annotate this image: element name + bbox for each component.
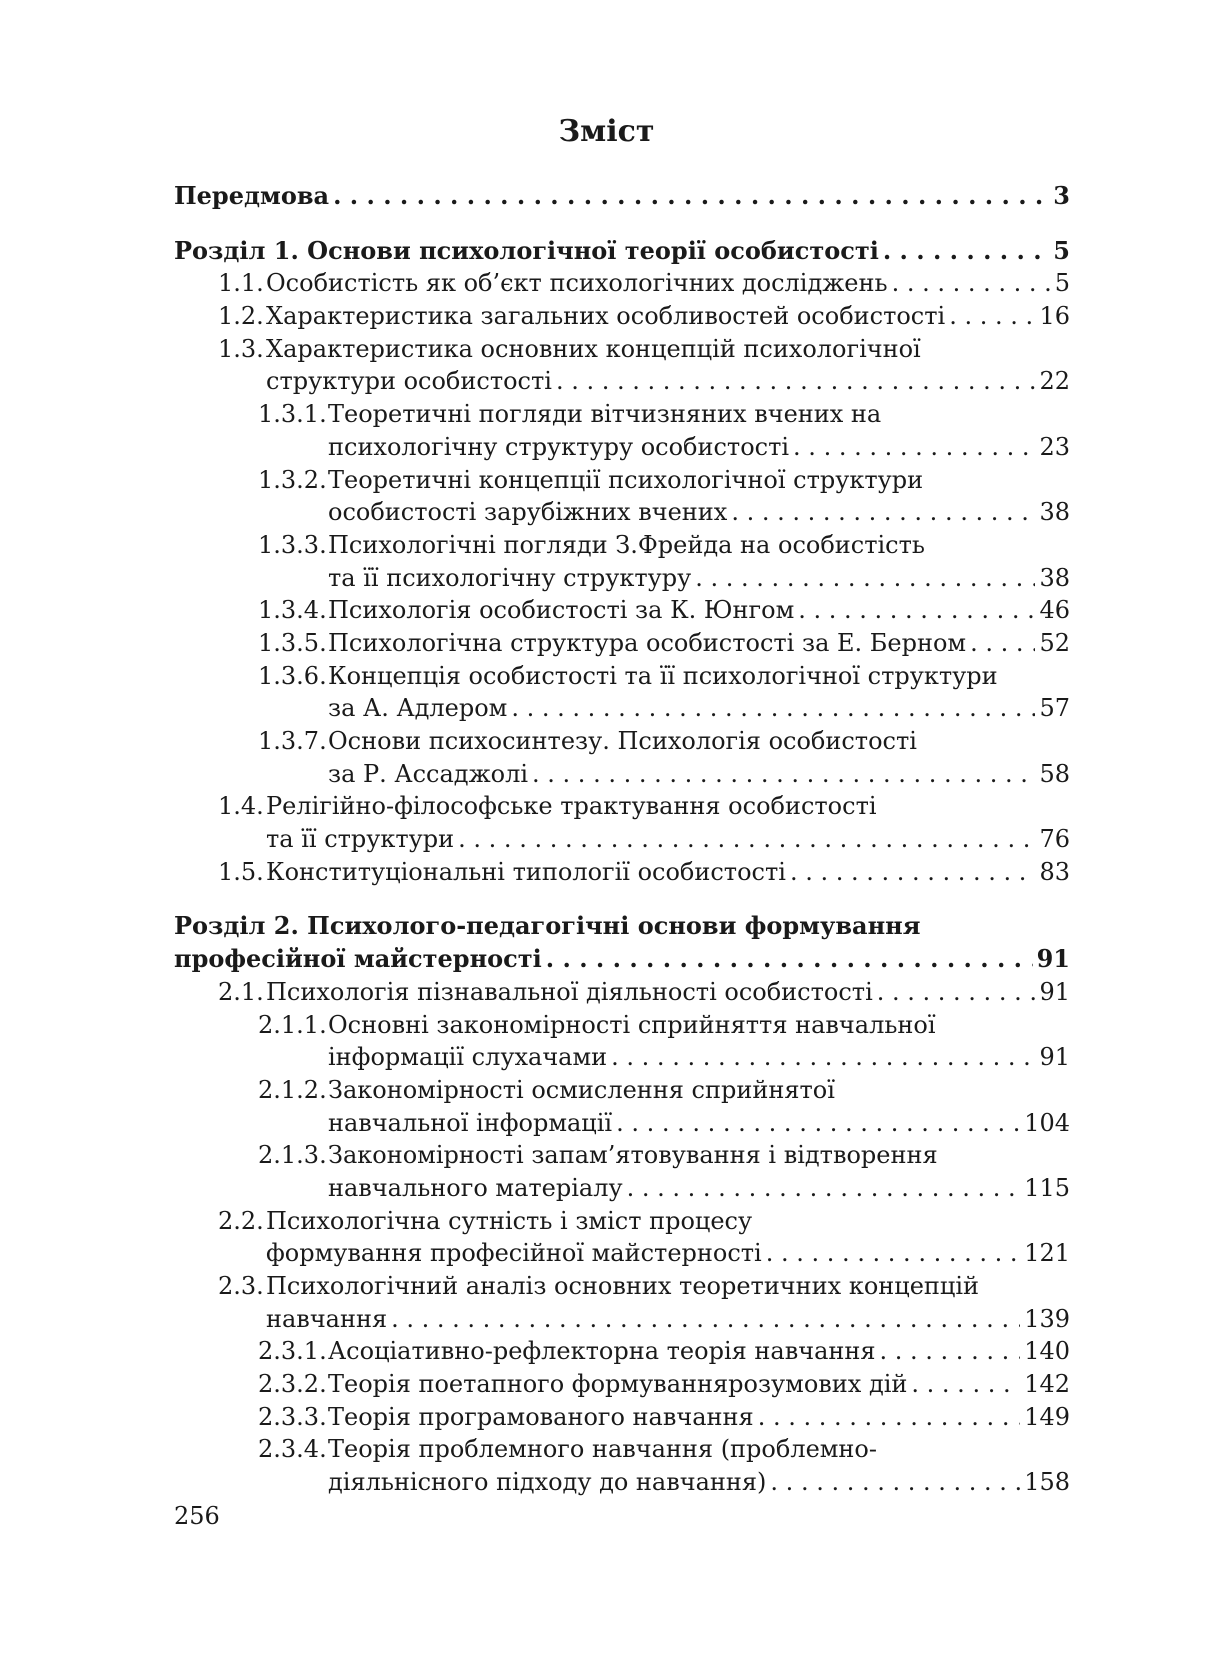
table-of-contents <box>174 180 1070 1499</box>
toc-entry <box>174 627 1070 660</box>
dot-leader <box>766 1237 1020 1270</box>
toc-entry-title: та її структури <box>266 825 455 854</box>
toc-entry-title: особистості зарубіжних вчених <box>328 498 728 527</box>
toc-entry-number: 1.3.1. <box>258 400 327 429</box>
toc-entry-title: Теорія поетапного формуваннярозумових дій <box>328 1370 908 1399</box>
dot-leader <box>627 1172 1021 1205</box>
toc-entry-title: формування професійної майстерності <box>266 1239 762 1268</box>
toc-entry-page: 115 <box>1024 1173 1070 1202</box>
toc-entry <box>174 562 1070 595</box>
dot-leader <box>546 943 1033 976</box>
dot-leader <box>949 300 1035 333</box>
toc-entry <box>174 1205 1070 1238</box>
dot-leader <box>758 1401 1021 1434</box>
toc-entry-title: Психологічна структура особистості за Е. Берном <box>328 628 967 657</box>
toc-entry <box>174 496 1070 529</box>
toc-entry <box>174 1139 1070 1172</box>
toc-entry-title: Основи психосинтезу. Психологія особистості <box>328 727 917 755</box>
toc-entry-title: Розділ 1. Основи психологічної теорії особистості <box>174 235 879 265</box>
toc-entry <box>174 1466 1070 1499</box>
toc-entry-title: психологічну структуру особистості <box>328 432 790 461</box>
dot-leader <box>877 976 1036 1009</box>
page-title: Зміст <box>558 114 655 149</box>
toc-entry <box>174 943 1070 976</box>
toc-entry <box>174 725 1070 758</box>
dot-leader <box>695 562 1035 595</box>
toc-entry-number: 2.1. <box>218 977 264 1006</box>
toc-entry-page: 3 <box>1053 181 1070 210</box>
toc-entry-page: 149 <box>1024 1402 1070 1431</box>
toc-entry <box>174 235 1070 268</box>
toc-entry <box>174 976 1070 1009</box>
toc-entry-page: 83 <box>1039 857 1070 886</box>
toc-entry-title: Передмова <box>174 181 330 210</box>
dot-leader <box>532 758 1035 791</box>
toc-entry <box>174 1335 1070 1368</box>
section-gap <box>174 888 1070 910</box>
dot-leader <box>790 856 1036 889</box>
toc-entry <box>174 660 1070 693</box>
toc-entry-page: 23 <box>1039 432 1070 461</box>
toc-entry <box>174 180 1070 213</box>
toc-entry <box>174 333 1070 366</box>
dot-leader <box>556 365 1036 398</box>
toc-entry-page: 22 <box>1039 367 1070 396</box>
toc-entry-title: Основні закономірності сприйняття навчальної <box>328 1010 936 1039</box>
toc-entry <box>174 267 1070 300</box>
toc-entry-title: Закономірності осмислення сприйнятої <box>328 1075 835 1104</box>
page-number: 256 <box>174 1502 220 1530</box>
toc-entry-page: 91 <box>1039 977 1070 1006</box>
toc-entry-title: Теорія програмованого навчання <box>328 1402 754 1431</box>
toc-entry <box>174 1270 1070 1303</box>
toc-entry-title: професійної майстерності <box>174 944 542 974</box>
toc-entry <box>174 1368 1070 1401</box>
toc-entry-title: Характеристика основних концепцій психологічної <box>266 334 921 363</box>
dot-leader <box>970 627 1035 660</box>
toc-entry <box>174 1237 1070 1270</box>
toc-entry <box>174 1009 1070 1042</box>
toc-entry-page: 38 <box>1039 563 1070 592</box>
toc-entry-title: за Р. Ассаджолі <box>328 759 529 788</box>
toc-entry-page: 91 <box>1039 1043 1070 1072</box>
toc-entry-number: 1.3. <box>218 334 264 363</box>
toc-entry-page: 140 <box>1024 1337 1070 1366</box>
toc-entry-number: 1.3.4. <box>258 596 327 625</box>
toc-entry <box>174 594 1070 627</box>
dot-leader <box>798 594 1035 627</box>
dot-leader <box>511 692 1035 725</box>
toc-entry-title: навчальної інформації <box>328 1108 613 1137</box>
toc-entry <box>174 365 1070 398</box>
toc-entry-number: 2.3.4. <box>258 1435 327 1464</box>
dot-leader <box>458 823 1035 856</box>
toc-entry-title: інформації слухачами <box>328 1043 608 1072</box>
dot-leader <box>883 235 1049 268</box>
toc-entry <box>174 758 1070 791</box>
toc-entry-number: 2.3.1. <box>258 1337 327 1366</box>
toc-entry-title: Концепція особистості та її психологічної структури <box>328 661 998 690</box>
toc-entry-page: 139 <box>1024 1304 1070 1333</box>
toc-entry <box>174 1401 1070 1434</box>
toc-entry-title: навчання <box>266 1304 388 1333</box>
toc-entry-title: діяльнісного підходу до навчання) <box>328 1468 767 1497</box>
toc-entry-title: Теорія проблемного навчання (проблемно- <box>328 1435 877 1464</box>
dot-leader <box>611 1041 1035 1074</box>
toc-entry-number: 1.3.5. <box>258 628 327 657</box>
toc-entry <box>174 790 1070 823</box>
toc-entry <box>174 823 1070 856</box>
toc-entry-title: Психологічна сутність і зміст процесу <box>266 1206 753 1235</box>
toc-entry <box>174 910 1070 943</box>
toc-entry <box>174 529 1070 562</box>
toc-entry-number: 2.3.3. <box>258 1402 327 1431</box>
toc-entry-title: Психологічний аналіз основних теоретичних концепцій <box>266 1272 980 1300</box>
toc-entry <box>174 1074 1070 1107</box>
toc-entry-page: 38 <box>1039 498 1070 527</box>
toc-entry <box>174 1041 1070 1074</box>
toc-entry <box>174 856 1070 889</box>
toc-entry-title: Закономірності запам’ятовування і відтворення <box>328 1141 938 1170</box>
toc-entry <box>174 464 1070 497</box>
toc-entry-title: Психологічні погляди З.Фрейда на особистість <box>328 530 925 559</box>
toc-entry-number: 2.1.3. <box>258 1141 327 1170</box>
toc-entry <box>174 1303 1070 1336</box>
toc-entry-number: 2.1.1. <box>258 1010 327 1039</box>
toc-entry-page: 46 <box>1039 596 1070 625</box>
toc-entry-number: 1.3.7. <box>258 727 327 755</box>
toc-entry-page: 91 <box>1036 944 1070 974</box>
toc-entry-page: 5 <box>1054 269 1070 298</box>
toc-entry-number: 2.3.2. <box>258 1370 327 1399</box>
dot-leader <box>911 1368 1020 1401</box>
toc-entry <box>174 398 1070 431</box>
toc-entry-title: навчального матеріалу <box>328 1173 623 1202</box>
dot-leader <box>333 180 1049 213</box>
toc-entry-title: структури особистості <box>266 367 552 396</box>
toc-entry <box>174 431 1070 464</box>
toc-entry-number: 1.4. <box>218 792 264 821</box>
toc-entry-title: Теоретичні концепції психологічної структури <box>328 465 924 494</box>
toc-entry-number: 1.5. <box>218 857 264 886</box>
toc-entry-page: 58 <box>1039 759 1070 788</box>
toc-entry-number: 1.3.2. <box>258 465 327 494</box>
toc-entry-number: 2.2. <box>218 1206 264 1235</box>
toc-entry-title: Розділ 2. Психолого-педагогічні основи формування <box>174 911 921 941</box>
toc-entry-number: 1.2. <box>218 302 264 331</box>
toc-entry <box>174 1172 1070 1205</box>
dot-leader <box>616 1107 1020 1140</box>
toc-entry-number: 2.3. <box>218 1272 264 1300</box>
toc-entry-page: 57 <box>1039 694 1070 723</box>
toc-entry <box>174 692 1070 725</box>
toc-entry-page: 16 <box>1039 302 1070 331</box>
toc-entry-title: Психологія особистості за К. Юнгом <box>328 596 795 625</box>
toc-entry-number: 1.3.6. <box>258 661 327 690</box>
toc-entry <box>174 1433 1070 1466</box>
dot-leader <box>880 1335 1021 1368</box>
section-gap <box>174 213 1070 235</box>
toc-entry-title: за А. Адлером <box>328 694 508 723</box>
toc-entry-title: та її психологічну структуру <box>328 563 692 592</box>
toc-entry-page: 76 <box>1039 825 1070 854</box>
dot-leader <box>793 431 1035 464</box>
dot-leader <box>391 1303 1020 1336</box>
toc-entry-number: 1.3.3. <box>258 530 327 559</box>
toc-entry <box>174 300 1070 333</box>
toc-entry-number: 1.1. <box>218 269 264 298</box>
toc-entry-title: Релігійно-філософське трактування особистості <box>266 792 877 821</box>
toc-entry-title: Асоціативно-рефлекторна теорія навчання <box>328 1337 876 1366</box>
toc-entry-title: Психологія пізнавальної діяльності особистості <box>266 977 873 1006</box>
toc-entry-page: 104 <box>1024 1108 1070 1137</box>
toc-entry-page: 158 <box>1024 1468 1070 1497</box>
toc-entry-page: 52 <box>1039 628 1070 657</box>
toc-entry-title: Теоретичні погляди вітчизняних вчених на <box>328 400 882 429</box>
dot-leader <box>770 1466 1020 1499</box>
toc-entry-page: 5 <box>1053 235 1070 265</box>
toc-entry-title: Особистість як об’єкт психологічних досліджень <box>266 269 888 298</box>
toc-entry-page: 142 <box>1024 1370 1070 1399</box>
dot-leader <box>731 496 1035 529</box>
toc-entry <box>174 1107 1070 1140</box>
toc-entry-number: 2.1.2. <box>258 1075 327 1104</box>
toc-entry-page: 121 <box>1024 1239 1070 1268</box>
toc-entry-title: Конституціональні типології особистості <box>266 857 786 886</box>
toc-entry-title: Характеристика загальних особливостей особистості <box>266 302 946 331</box>
dot-leader <box>892 267 1051 300</box>
